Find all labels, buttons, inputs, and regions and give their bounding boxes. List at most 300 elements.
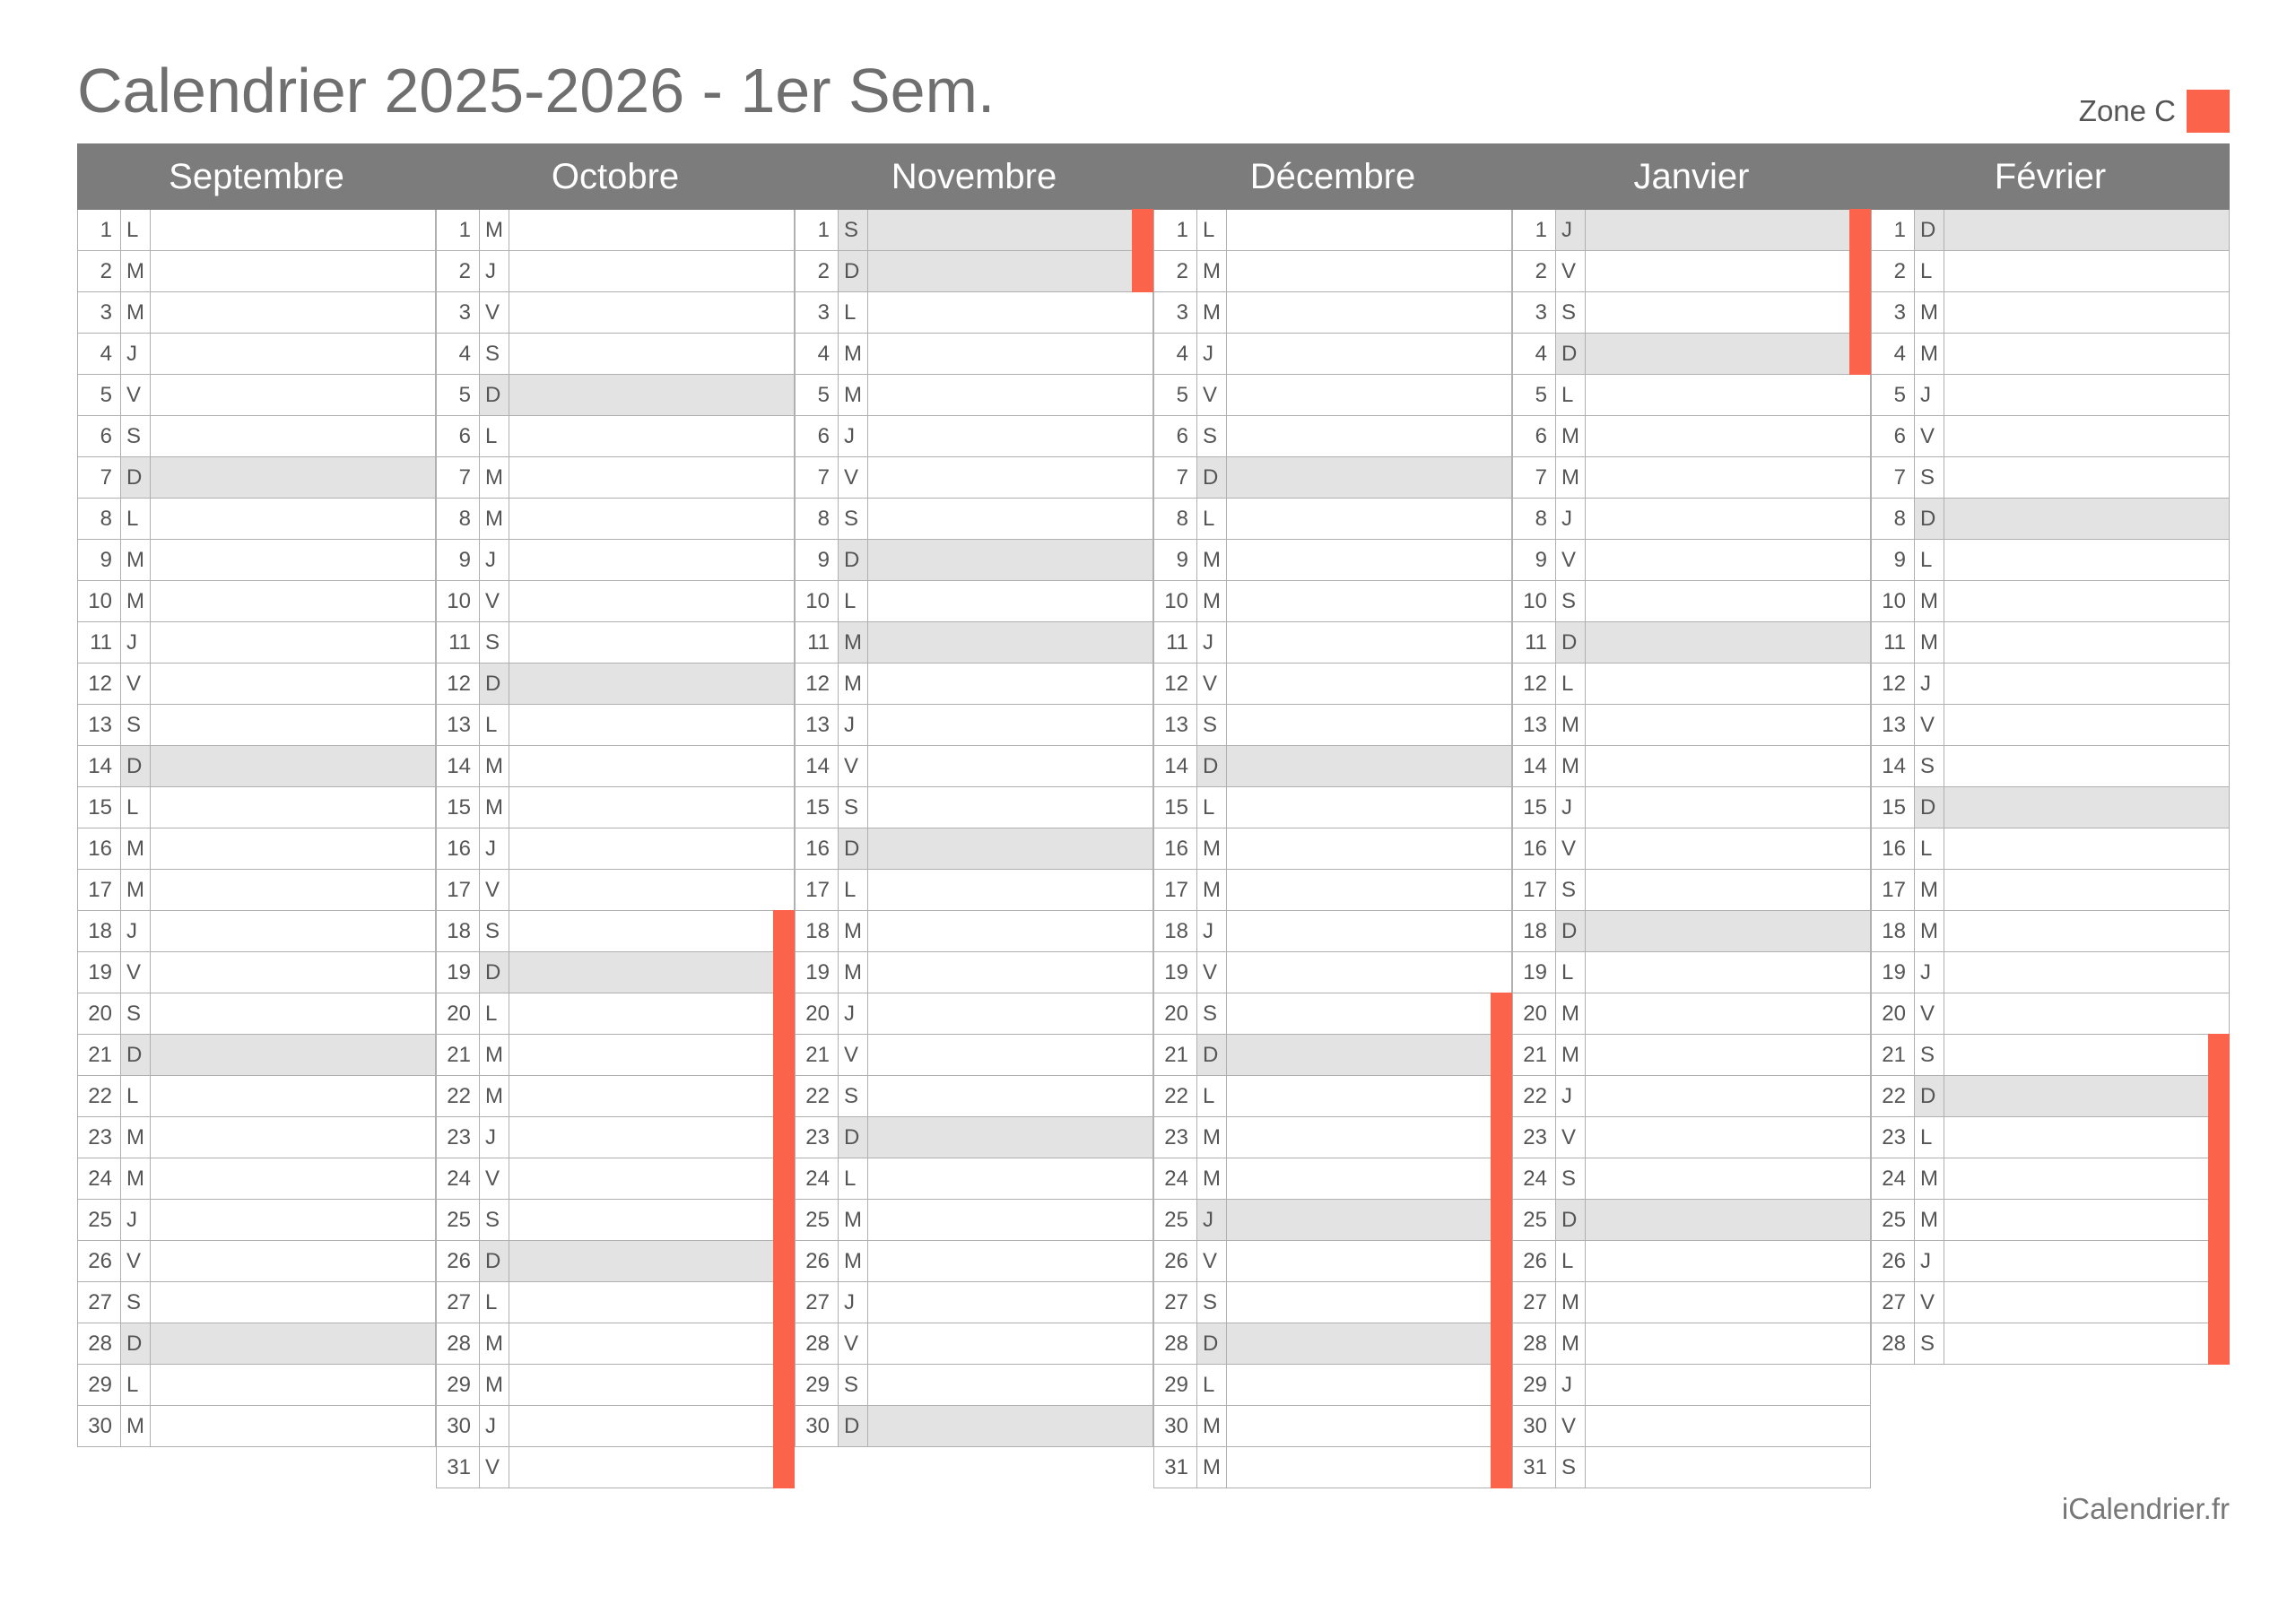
day-row	[795, 540, 1153, 581]
day-row	[436, 1241, 795, 1282]
weekday-letter: S	[480, 911, 509, 951]
day-number: 7	[437, 457, 480, 498]
weekday-letter: D	[1197, 1323, 1227, 1364]
day-note-cell	[151, 952, 435, 993]
day-number: 29	[437, 1365, 480, 1405]
day-row	[77, 1241, 436, 1282]
weekday-letter: M	[839, 1200, 868, 1240]
weekday-letter: J	[121, 622, 151, 663]
weekday-letter: J	[1556, 1365, 1586, 1405]
weekday-letter: L	[1197, 1076, 1227, 1116]
weekday-letter: L	[1915, 828, 1944, 869]
school-holiday-marker	[773, 1199, 795, 1241]
day-number: 30	[78, 1406, 121, 1446]
day-row	[1871, 540, 2230, 581]
day-number: 1	[78, 210, 121, 250]
school-holiday-marker	[1849, 291, 1871, 334]
day-note-cell	[1227, 375, 1511, 415]
weekday-letter: V	[1556, 540, 1586, 580]
day-row	[795, 952, 1153, 993]
day-number: 16	[78, 828, 121, 869]
day-number: 13	[1872, 705, 1915, 745]
day-row	[1512, 911, 1871, 952]
day-row	[1871, 375, 2230, 416]
day-note-cell	[1944, 1076, 2229, 1116]
school-holiday-marker	[1491, 1116, 1512, 1158]
day-row	[1512, 1158, 1871, 1200]
weekday-letter: D	[839, 1117, 868, 1158]
day-number: 29	[796, 1365, 839, 1405]
school-holiday-marker	[773, 1034, 795, 1076]
school-holiday-marker	[773, 1446, 795, 1488]
day-note-cell	[1227, 1365, 1511, 1405]
day-number: 28	[78, 1323, 121, 1364]
day-number: 14	[78, 746, 121, 786]
weekday-letter: M	[1197, 1117, 1227, 1158]
day-number: 23	[1872, 1117, 1915, 1158]
day-note-cell	[1227, 251, 1511, 291]
day-note-cell	[868, 210, 1152, 250]
day-note-cell	[1227, 1282, 1511, 1323]
school-holiday-marker	[2208, 1075, 2230, 1117]
weekday-letter: S	[1556, 292, 1586, 333]
weekday-letter: L	[1556, 1241, 1586, 1281]
day-number: 30	[796, 1406, 839, 1446]
day-note-cell	[868, 911, 1152, 951]
day-row	[1512, 292, 1871, 334]
day-row	[436, 1035, 795, 1076]
day-row	[436, 1076, 795, 1117]
day-row	[1871, 1241, 2230, 1282]
day-row	[1512, 664, 1871, 705]
day-number: 20	[437, 993, 480, 1034]
day-note-cell	[151, 1076, 435, 1116]
day-note-cell	[1227, 581, 1511, 621]
day-note-cell	[151, 1365, 435, 1405]
day-note-cell	[868, 416, 1152, 456]
day-number: 11	[437, 622, 480, 663]
day-number: 14	[796, 746, 839, 786]
weekday-letter: L	[1915, 251, 1944, 291]
day-row	[1153, 746, 1512, 787]
day-note-cell	[1227, 292, 1511, 333]
day-row	[436, 540, 795, 581]
weekday-letter: S	[480, 1200, 509, 1240]
weekday-letter: S	[1197, 1282, 1227, 1323]
day-number: 10	[1154, 581, 1197, 621]
day-row	[1512, 1076, 1871, 1117]
day-note-cell	[1586, 1076, 1870, 1116]
weekday-letter: V	[839, 746, 868, 786]
day-row	[1153, 540, 1512, 581]
day-note-cell	[1227, 952, 1511, 993]
day-note-cell	[1586, 787, 1870, 828]
day-number: 2	[1154, 251, 1197, 291]
day-row	[436, 1117, 795, 1158]
day-row	[436, 1447, 795, 1488]
day-row	[436, 1282, 795, 1323]
day-number: 8	[437, 499, 480, 539]
day-number: 23	[796, 1117, 839, 1158]
weekday-letter: V	[1556, 1117, 1586, 1158]
day-row	[795, 251, 1153, 292]
day-row	[77, 1200, 436, 1241]
day-row	[77, 746, 436, 787]
weekday-letter: D	[121, 1323, 151, 1364]
day-row	[795, 1035, 1153, 1076]
day-row	[1153, 1117, 1512, 1158]
month-column	[1153, 210, 1512, 1488]
day-number: 12	[1154, 664, 1197, 704]
day-row	[795, 334, 1153, 375]
weekday-letter: J	[480, 828, 509, 869]
day-note-cell	[1586, 540, 1870, 580]
day-row	[1153, 664, 1512, 705]
day-row	[1153, 1323, 1512, 1365]
day-note-cell	[1227, 1323, 1511, 1364]
day-row	[1871, 1158, 2230, 1200]
day-note-cell	[509, 1323, 794, 1364]
day-note-cell	[151, 870, 435, 910]
day-row	[795, 1117, 1153, 1158]
day-number: 28	[437, 1323, 480, 1364]
day-row	[77, 581, 436, 622]
weekday-letter: V	[121, 952, 151, 993]
school-holiday-marker	[1491, 1405, 1512, 1447]
weekday-letter: V	[480, 1158, 509, 1199]
day-row	[1153, 1241, 1512, 1282]
weekday-letter: M	[1197, 292, 1227, 333]
weekday-letter: L	[480, 993, 509, 1034]
day-row	[436, 787, 795, 828]
day-number: 8	[1154, 499, 1197, 539]
weekday-letter: M	[1556, 705, 1586, 745]
day-number: 24	[1154, 1158, 1197, 1199]
day-note-cell	[1586, 705, 1870, 745]
day-row	[1153, 1447, 1512, 1488]
day-note-cell	[868, 705, 1152, 745]
day-number: 9	[1872, 540, 1915, 580]
day-note-cell	[151, 664, 435, 704]
day-row	[1153, 787, 1512, 828]
day-number: 22	[796, 1076, 839, 1116]
day-row	[436, 581, 795, 622]
day-number: 4	[78, 334, 121, 374]
school-holiday-marker	[1491, 1240, 1512, 1282]
day-row	[1512, 581, 1871, 622]
day-number: 21	[1872, 1035, 1915, 1075]
day-number: 2	[796, 251, 839, 291]
weekday-letter: S	[480, 334, 509, 374]
day-note-cell	[868, 1365, 1152, 1405]
day-note-cell	[1586, 292, 1870, 333]
day-number: 26	[796, 1241, 839, 1281]
day-number: 26	[437, 1241, 480, 1281]
day-row	[77, 210, 436, 251]
day-row	[1871, 664, 2230, 705]
day-number: 1	[1154, 210, 1197, 250]
day-number: 6	[1154, 416, 1197, 456]
weekday-letter: J	[1197, 1200, 1227, 1240]
day-number: 13	[437, 705, 480, 745]
day-number: 19	[1872, 952, 1915, 993]
weekday-letter: M	[121, 1158, 151, 1199]
month-header-row	[77, 143, 2230, 210]
school-holiday-marker	[1491, 1158, 1512, 1200]
day-row	[1871, 870, 2230, 911]
day-note-cell	[1586, 870, 1870, 910]
day-row	[1512, 1117, 1871, 1158]
day-number: 13	[78, 705, 121, 745]
day-number: 29	[1513, 1365, 1556, 1405]
day-row	[77, 705, 436, 746]
day-number: 21	[1513, 1035, 1556, 1075]
weekday-letter: S	[1556, 1158, 1586, 1199]
weekday-letter: L	[1197, 499, 1227, 539]
day-number: 15	[437, 787, 480, 828]
day-number: 26	[1872, 1241, 1915, 1281]
day-row	[795, 746, 1153, 787]
day-note-cell	[1227, 1035, 1511, 1075]
weekday-letter: M	[480, 746, 509, 786]
day-row	[1871, 251, 2230, 292]
day-note-cell	[1227, 416, 1511, 456]
day-note-cell	[1586, 1282, 1870, 1323]
day-row	[436, 457, 795, 499]
day-note-cell	[1227, 210, 1511, 250]
weekday-letter: J	[1197, 911, 1227, 951]
day-number: 9	[1154, 540, 1197, 580]
day-row	[1153, 1200, 1512, 1241]
day-row	[795, 375, 1153, 416]
day-row	[1871, 993, 2230, 1035]
day-row	[1153, 210, 1512, 251]
day-note-cell	[1944, 540, 2229, 580]
day-number: 11	[796, 622, 839, 663]
day-number: 12	[1513, 664, 1556, 704]
day-note-cell	[509, 1117, 794, 1158]
day-number: 22	[78, 1076, 121, 1116]
day-note-cell	[1586, 993, 1870, 1034]
day-number: 9	[796, 540, 839, 580]
day-note-cell	[509, 540, 794, 580]
day-note-cell	[509, 870, 794, 910]
day-number: 14	[437, 746, 480, 786]
day-note-cell	[1944, 664, 2229, 704]
school-holiday-marker	[2208, 1158, 2230, 1200]
day-row	[436, 499, 795, 540]
weekday-letter: M	[839, 664, 868, 704]
weekday-letter: M	[121, 292, 151, 333]
day-note-cell	[1227, 499, 1511, 539]
weekday-letter: J	[1197, 334, 1227, 374]
day-note-cell	[509, 1365, 794, 1405]
month-header: Novembre	[891, 157, 1057, 196]
school-holiday-marker	[1849, 250, 1871, 292]
day-number: 25	[1872, 1200, 1915, 1240]
day-note-cell	[509, 581, 794, 621]
weekday-letter: D	[480, 1241, 509, 1281]
day-number: 21	[78, 1035, 121, 1075]
day-number: 19	[1513, 952, 1556, 993]
weekday-letter: M	[1915, 581, 1944, 621]
day-number: 5	[1154, 375, 1197, 415]
day-number: 23	[78, 1117, 121, 1158]
weekday-letter: S	[1556, 1447, 1586, 1488]
day-note-cell	[509, 1282, 794, 1323]
day-number: 1	[796, 210, 839, 250]
weekday-letter: L	[1915, 540, 1944, 580]
school-holiday-marker	[1491, 1281, 1512, 1323]
day-note-cell	[1586, 1406, 1870, 1446]
day-row	[1512, 499, 1871, 540]
weekday-letter: V	[1197, 375, 1227, 415]
day-note-cell	[151, 1035, 435, 1075]
day-note-cell	[1586, 1241, 1870, 1281]
weekday-letter: S	[121, 705, 151, 745]
day-number: 10	[1872, 581, 1915, 621]
day-row	[436, 1406, 795, 1447]
weekday-letter: V	[1556, 828, 1586, 869]
day-note-cell	[868, 1282, 1152, 1323]
day-note-cell	[509, 746, 794, 786]
day-row	[795, 1406, 1153, 1447]
day-note-cell	[1227, 870, 1511, 910]
day-note-cell	[1586, 375, 1870, 415]
day-note-cell	[151, 1241, 435, 1281]
weekday-letter: J	[839, 705, 868, 745]
day-row	[436, 1323, 795, 1365]
day-row	[77, 1035, 436, 1076]
day-row	[1153, 499, 1512, 540]
school-holiday-marker	[773, 1281, 795, 1323]
month-header: Décembre	[1249, 157, 1416, 196]
day-note-cell	[1944, 1282, 2229, 1323]
day-note-cell	[1944, 787, 2229, 828]
day-note-cell	[868, 828, 1152, 869]
day-row	[436, 911, 795, 952]
day-number: 17	[1513, 870, 1556, 910]
day-row	[436, 952, 795, 993]
weekday-letter: M	[1197, 1158, 1227, 1199]
weekday-letter: L	[121, 1076, 151, 1116]
weekday-letter: J	[1915, 664, 1944, 704]
day-row	[1153, 1282, 1512, 1323]
month-column	[77, 210, 436, 1447]
weekday-letter: L	[121, 787, 151, 828]
day-note-cell	[509, 1447, 794, 1488]
day-note-cell	[151, 746, 435, 786]
day-row	[1512, 705, 1871, 746]
weekday-letter: L	[480, 416, 509, 456]
weekday-letter: S	[1556, 870, 1586, 910]
day-note-cell	[1227, 540, 1511, 580]
weekday-letter: V	[121, 664, 151, 704]
day-row	[795, 416, 1153, 457]
day-number: 3	[437, 292, 480, 333]
day-number: 18	[437, 911, 480, 951]
day-number: 7	[78, 457, 121, 498]
day-note-cell	[151, 705, 435, 745]
day-note-cell	[1586, 457, 1870, 498]
weekday-letter: L	[839, 1158, 868, 1199]
weekday-letter: S	[121, 1282, 151, 1323]
day-note-cell	[151, 292, 435, 333]
day-row	[795, 210, 1153, 251]
weekday-letter: V	[839, 1323, 868, 1364]
school-holiday-marker	[1491, 1199, 1512, 1241]
day-number: 9	[437, 540, 480, 580]
school-holiday-marker	[773, 951, 795, 993]
day-row	[1512, 210, 1871, 251]
site-credit: iCalendrier.fr	[2061, 1492, 2230, 1525]
weekday-letter: L	[1556, 375, 1586, 415]
school-holiday-marker	[773, 1405, 795, 1447]
day-note-cell	[151, 1282, 435, 1323]
day-note-cell	[151, 787, 435, 828]
day-number: 5	[796, 375, 839, 415]
day-number: 27	[1872, 1282, 1915, 1323]
day-note-cell	[509, 1200, 794, 1240]
weekday-letter: L	[121, 1365, 151, 1405]
day-number: 13	[1513, 705, 1556, 745]
day-number: 25	[796, 1200, 839, 1240]
weekday-letter: V	[480, 1447, 509, 1488]
day-row	[436, 622, 795, 664]
weekday-letter: J	[480, 251, 509, 291]
day-row	[1153, 1035, 1512, 1076]
weekday-letter: M	[839, 911, 868, 951]
weekday-letter: M	[1915, 911, 1944, 951]
day-number: 3	[1872, 292, 1915, 333]
day-row	[77, 334, 436, 375]
day-note-cell	[509, 952, 794, 993]
day-note-cell	[1944, 210, 2229, 250]
day-note-cell	[868, 334, 1152, 374]
month-header: Septembre	[169, 157, 344, 196]
day-note-cell	[1227, 746, 1511, 786]
weekday-letter: M	[1556, 1282, 1586, 1323]
day-row	[77, 1406, 436, 1447]
day-row	[77, 499, 436, 540]
day-number: 5	[78, 375, 121, 415]
school-holiday-marker	[773, 1158, 795, 1200]
weekday-letter: S	[1556, 581, 1586, 621]
day-note-cell	[1944, 251, 2229, 291]
day-number: 20	[1513, 993, 1556, 1034]
day-note-cell	[151, 828, 435, 869]
weekday-letter: V	[1915, 705, 1944, 745]
weekday-letter: V	[839, 1035, 868, 1075]
weekday-letter: M	[480, 1035, 509, 1075]
weekday-letter: D	[480, 952, 509, 993]
day-row	[77, 416, 436, 457]
day-number: 18	[1154, 911, 1197, 951]
day-note-cell	[1944, 952, 2229, 993]
day-number: 19	[796, 952, 839, 993]
day-number: 28	[1513, 1323, 1556, 1364]
day-number: 16	[1872, 828, 1915, 869]
day-note-cell	[868, 870, 1152, 910]
weekday-letter: L	[1915, 1117, 1944, 1158]
weekday-letter: M	[1556, 416, 1586, 456]
day-number: 13	[1154, 705, 1197, 745]
day-note-cell	[1944, 1200, 2229, 1240]
day-row	[795, 1241, 1153, 1282]
day-note-cell	[151, 993, 435, 1034]
weekday-letter: J	[121, 334, 151, 374]
day-number: 14	[1872, 746, 1915, 786]
